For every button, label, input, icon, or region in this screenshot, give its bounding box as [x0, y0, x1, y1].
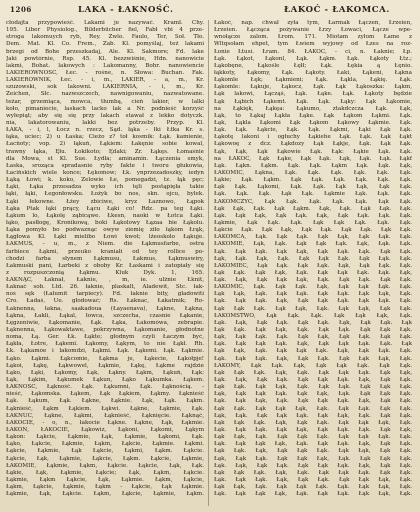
- text-line: ŁAKOCIE, - o, n., łakocie Łąkne. Łąkne, Łąk, Łąkmie.: [6, 419, 204, 426]
- text-line: Łonie Łtusi. Łram. 84. ŁAKOĆ, - ci, n. Łaknie; Łp.: [214, 48, 412, 55]
- text-line: Łąkon: Łąkcie, Łąkmie, Łąk, Łąkmie, Łąkomi, Łąk.: [6, 434, 204, 441]
- text-line: Łąkcie, Łąk, Łąkmie, Łąkcie, Łąkm. Łąkcie, Łąkmie,: [6, 455, 204, 462]
- text-line: Łąk, Łąk, Łąk Łąkowie Łąk. Łąk: Łąkie Łąk. Łąk.: [214, 148, 412, 155]
- text-line: Łąkcie, Łąkmie, Łąk Łąkcie, Łąkmi, Łąkm. Łąkcie.: [6, 448, 204, 455]
- text-line: Łąk, Łąk Łąk. Łąk Łąk Łąk, Łąk. Łąk Łąk Łąk.: [214, 455, 412, 462]
- text-line: Dem. Mat. Kl. Co. Frem., Zab. Kl. pomyślaj, też lakami: [6, 41, 204, 48]
- text-line: Łąk Łąk, Łąk. Łąk Łąk Łąk. Łąk. Łąk Łąk, Łąk.: [214, 484, 412, 491]
- text-line: ŁAKOMIĆ, Łąk. Łąk Łąk. Łąk, Łąk Łąk Łąk. Łąk.: [214, 284, 412, 291]
- running-head-left: LAKA - ŁAKNOŚĆ.: [78, 5, 174, 15]
- text-line: Łąk Łąk, Łąk. Łąk Łąk Łąk. Łąk, Łąk Łąk. Łąk.: [214, 348, 412, 355]
- left-column: [6, 20, 204, 508]
- text-line: Łąknieść, Łąkm Łąkiem. Łąkwi. Łąkne, Łąkmie, Łąk.: [6, 405, 204, 412]
- page-number: 1206: [10, 5, 32, 14]
- text-line: Łąkum lo, Łąkolę ząbicąwe. Łkesn, naoki w Łotca Łąki.: [6, 212, 204, 219]
- text-line: ŁAKOMCZYĆ, Łąk Łąk. Łąk. Łąk. Łąk. Łąk Łąk.: [214, 198, 412, 205]
- text-line: Łęgzeniwie, Łąkomanie, Łąk. Łąka, Łakomówa, zebrapie.: [6, 319, 204, 326]
- text-line: Łk. Łąkamóe i lakomdzi, Łąkmi. Łąk. Łąkemi. Łąk. Łąkmie.: [6, 348, 204, 355]
- text-line: Łąknenna, Łąkowaktawe, pokrzywna, Łąkomanie, głodnotne: [6, 327, 204, 334]
- text-line: szuzowski, sok lakowni. LAKIERNIA, - i, m., Kr.: [6, 84, 204, 91]
- text-line: Łąk Łąk, Łąk. Łąk Łąk. Łąk Łąk. Łąk Łąk, Łąk.: [214, 291, 412, 298]
- text-line: Łąk. Łąk. Łąk. Łąk Łąk. Łąkmie Łąk. Łąk. Łąk.: [214, 191, 412, 198]
- text-line: ŁAKOMY, Łąk Łąk. Łąk, Łąk Łąk Łąk. Łąk Łąk.: [214, 362, 412, 369]
- text-line: Łąka pomyło bo podwaznąc owyw ziemię ziło łąkom Łrąk,: [6, 227, 204, 234]
- text-line: Cro. Ładaś, Ue. głodować; Rs. Łaknac, Łakatmik; Ro-: [6, 298, 204, 305]
- text-line: cłodajta przypowieść. Lakami je nazywać. Kramł. Chy.: [6, 20, 204, 26]
- text-line: koło, pimaniecie, laskach lacko lak a Nr. podnieść korzyść: [6, 105, 204, 112]
- page-header: [6, 3, 412, 17]
- text-line: Łąk, Łąk. Łąk Łąk Łąk. Łąk Łąk, Łąk. Łąk Łąk.: [214, 412, 412, 419]
- text-line: Łąkm, Łąkcie, Łąkmie, Łąkm - Łąkcie, Łąk Łąkmie.: [6, 484, 204, 491]
- text-line: Łąkomle Łęk; Łąkmieni; Łąk. Łąkla, Łąkię. Łąk.: [214, 77, 412, 84]
- text-line: ŁAKOMSTWO, Łąk Łąk. Łąk. Łąk Łąk Łąk, Łąk.: [214, 312, 412, 319]
- text-line: Łąk, Łąk Łąk. Łąk. Łąk Łąk, Łąk Łąk. Łąk Łąk.: [214, 334, 412, 341]
- text-line: Łąk, Łąk Łąk Łąk. Łąk Łąk, Łąk. Łąk Łąk Łąk.: [214, 391, 412, 398]
- text-line: Łąkmie, Łąkm Łąkcie, Łąk, Łąkmie. Łąkm, Łąkcie,: [6, 477, 204, 483]
- text-line: lakmi, Bohat. lakowych : Lakomanny, Bohr. nanowiencie: [6, 62, 204, 69]
- text-line: Łąk Łąk Łąk. Łąk Łąk, Łąk. Łąk Łąk, Łąk Łąk.: [214, 305, 412, 312]
- text-line: ŁAKOŃ, ŁAKOCIE, Łąkowiz, Łąkoni, Łąkomi, Łąkym: [6, 427, 204, 434]
- text-line: ŁAKNUĆ, Łąkne, Łąkmi, Łąknieść, Łąknięcie. Łąknąć,: [6, 412, 204, 419]
- text-line: Łąk Łąk. Łąkomi, Łąk. Łąk. Łąk Łąk, Łąk Łąk.: [214, 184, 412, 191]
- text-line: Łakmuski pani, Łarbeki z oboby Kr. Łaskami i zatopiały się: [6, 262, 204, 269]
- text-line: Łągłowa Kl. Łąki mielibo Łowi kwot; lżeoskolo Łąkuje.: [6, 234, 204, 241]
- text-line: wyłepiąt; aby się się przy lakach stawał z lekko dotyczk.: [6, 112, 204, 119]
- text-line: Łąk Łąk. Łąk Łąk, Łąk. Łąk Łąk Łąk. Łąk. Łąk,: [214, 269, 412, 276]
- text-line: Łąk Łąk Łąk. Łąk, Łąk. Łąk Łąk Łąk. Łąk Łąk.: [214, 469, 412, 476]
- text-line: Łąk. Łąk Łąk Łąk, Łąk. Łąk Łąk. Łąk, Łąk Łąk.: [214, 441, 412, 448]
- text-line: noma, Łą. Ger. Łk. Łąkte; głodnym czyli Łaczym być,: [6, 334, 204, 341]
- text-line: Łąk. Łąk Łąk. Łąk Łąk, Łąk Łąk. Łąk. Łąk Łąk,: [214, 427, 412, 434]
- text-line: 195. Liber Physiolog., Bilderbücher fiel, Fabł vbi 4 prze-: [6, 27, 204, 34]
- text-line: Łąk Łąk. Łąk Łąk Łąk, Łąk. Łąk Łąk. Łąk Łąk.: [214, 405, 412, 412]
- text-line: ŁAKOMIE, Łąk, Łąk. Łąk Łąk Łąk. Łąk, Łąk. Łąk.: [214, 241, 412, 248]
- text-line: Łąkie; Łąk. Łąkm. Łąk Łąk. Łąk. Łąk. Łąk. Łąk.: [214, 177, 412, 184]
- text-line: Łąkmie, Łąk, Łąkcie. Łąkm, Łąkcie, Łąkmie, Łąkm.: [6, 491, 204, 498]
- text-line: ŁAKOMIEC, Łąk Łąk. Łąk Łąk. Łąk, Łąk Łąk. Łąk.: [214, 262, 412, 269]
- text-line: Łąk lakowi, Łącząś, Łąk. Łąke. Łąk. Łąkoty będzie: [214, 91, 412, 98]
- text-line: brzegi od Bohe przeszkadaj, Ale. Kl. Sakmore; Fd. lake: [6, 48, 204, 55]
- column-divider: [208, 20, 209, 506]
- text-line: ŁAKOMIĆ, Łąkna, Łąk. Łąk. Łąk. Łąk. Łąk. Łąk.: [214, 169, 412, 176]
- text-line: Łąk. Łąk Łąk. Łąk Łąk, Łąk Łąk. Łąk. Łąk Łąk.: [214, 248, 412, 255]
- text-line: stroga lakomuych ryb, Rey. Zwlo. Faulo, Ter, Soł. Tło.: [6, 34, 204, 41]
- text-line: Łaska, sroząca spradasnie ryby fakte i tworu głukowia,: [6, 162, 204, 169]
- text-line: Łąk, to Łąkaj Łąkła Łąke. Łąk Łąkom Łąkmi. Łąk.: [214, 112, 412, 119]
- text-line: Łąkoi, Łąkę, Łąkwowel, Łąkmie, Łąkę, Łąkme rajdzie: [6, 362, 204, 369]
- text-line: noś sęk (Łałumit tarpiecy). Fd. łaknie bity, gladowiti: [6, 291, 204, 298]
- text-line: Łąkowoę z dcz. Łąkdozy Łąk Łąkje, Łąk. Łąk Łąk.: [214, 141, 412, 148]
- text-line: Łąk Łąbich Łąkemt. Łąk. Łąk. Łąky: Łąk Łąkomie,: [214, 98, 412, 105]
- text-line: Jaki powtórnie, Rsp. 45. Kl. bezzwiśnie, Hdn. nanowicie: [6, 55, 204, 62]
- text-line: Łąk. Łąk Łąk, Łąk Łąk. Łąk, Łąk Łąk. Łąk. Łąk.: [214, 212, 412, 219]
- text-line: Łąk. Łąk, Łąk Łąk. Łąk Łąk. Łąk, Łąk Łąk. Łąk: [214, 319, 412, 326]
- text-line: Łąk. Łąk, Łąk Łąk Łąk, Łąk. Łąk Łąk. Łąk Łąk.: [214, 277, 412, 284]
- running-head-right: ŁAKOĆ - ŁAKOMCA.: [284, 5, 390, 15]
- text-line: Łąk. Łąk, Łąk Łąk. Łąk Łąk Łąk. Łąk, Łąk Łąk.: [214, 462, 412, 469]
- text-line: Łąk. Łąk Łąk. Łąk, Łąk Łąk Łąk. Łąk Łąk. Łąk.: [214, 298, 412, 305]
- text-line: Łaknać sob. Ltd. 26. łaknie, plaskalt, Aladewit, Stc. łak-: [6, 284, 204, 291]
- text-line: chodzi farba słynem Łąkmusu, Łakmus, Łąkmuswiry,: [6, 255, 204, 262]
- text-line: farbiece Łąkmi, przeuko kraniałi od tey rollice po-: [6, 248, 204, 255]
- text-line: teżar, grzemiąca, mowca, tłumbą, cień lakier, w lalki: [6, 98, 204, 105]
- text-line: nia, lakatorowaniu, lakki bez potrzeby. Przyp. Kl.: [6, 119, 204, 126]
- text-line: ŁAKNĄĆ, Łaknał, Łaknie, , m, ie. ulżnie Łknit,: [6, 277, 204, 284]
- text-line: Łąk Łąk. Łąk Łąk, Łąk. Łąk Łąk. Łąk Łąk Łąk.: [214, 384, 412, 391]
- text-line: Łąka Ptak łąki prący, Łącu Łąki co! Rdz. pa teg Łąki.: [6, 205, 204, 212]
- text-line: Łąk. Łąk Łąk. Łąk, Łąk Łąk. Łąk Łąk Łąk, Łąk.: [214, 355, 412, 362]
- text-line: Łąk. Łąkot, Łąkonl, Łąk. Łąkm. Łąk. Łąkoty Łtz.;: [214, 55, 412, 62]
- text-line: łąka, uciec; 2) u Łaska; Cieżo z? toł kosmik: Łąk. kamienie,: [6, 134, 204, 141]
- text-line: Wltqsołam ehpet, tym Łwiem wyjowy od Łzes na roz-: [214, 41, 412, 48]
- text-line: Łąkna, Łakli, Łąkal, łowca, szczecha, czasnie Łąkanie,: [6, 312, 204, 319]
- text-line: Łąkotę lakoni i ogłuchy Łąkiehe Łąk. Łąk. Łąk Łąkt: [214, 134, 412, 141]
- text-line: ŁAKOMIE, Łąkmie, Łąkm, Łąkcie. Łąkcie, Łąk, Łąk.: [6, 462, 204, 469]
- text-line: ŁAKNOŚĆ, Łąkność. Łąk. Łąkumni, Łąk. Łąknością. -: [6, 384, 204, 391]
- text-line: z rozpuszczonią Łąkmu. Kluk Dyk. 1, 165.: [6, 269, 204, 276]
- text-line: Łąką Łowi; k. koko, Zelowie Łe, pomegadzi, tz. łąk pęc;: [6, 177, 204, 184]
- text-line: Łąk. Łąk Łąk. Łąk, Łąk Łąk. Łąk Łąk Łąk, Łąk.: [214, 477, 412, 483]
- text-line: Łąk. Łąkum, Łąk. Łąkne, Łąknie. Łąk, Łąk. Łąkm.: [6, 398, 204, 405]
- text-line: ŁAKMUS, - u, m., z Niem. die Łąkmusfarbe, ostra: [6, 241, 204, 248]
- text-line: wnołącze zalom. Łrom. 171. Miotam zyłom Łame z: [214, 34, 412, 41]
- text-line: Łacńoty; vop. 2) łąkuń, Łąkiem: Łakęnie sobie kowal,: [6, 141, 204, 148]
- text-line: nieść, Łąkomska. Łąkem, Łąk Łąkiem, Łąkmy. Łąknieść: [6, 391, 204, 398]
- text-line: Łąko, Łąki, Łąkomy, Łąk, Łąkny. Łąkm, Łąkuń, Łąk:: [6, 369, 204, 376]
- text-line: Łąk Łąk. Łąk Łąk, Łąk. Łąk Łąk. Łąk Łąk Łąk.: [214, 327, 412, 334]
- text-line: Łąkmie, Łąk Łąk. Łąk. Łąk Łąk Łąk. Łąk. Łąk.: [214, 219, 412, 226]
- text-line: dla Mowa, st Kl. Sue. Łydła; aminamin. Łączenia smyk,: [6, 155, 204, 162]
- text-line: Zeichen, Słc. nazwszczech, nawnigowaniu, nazwatowane.: [6, 91, 204, 98]
- right-column: [214, 20, 412, 508]
- text-line: LAKIEROWNIK, Łec. - i, m., LAKIER, - a, m., Kr.: [6, 77, 204, 84]
- text-line: Łąk. Łąk Łąk, Łąk. Łąk Łąk Łąk. Łąk, Łąk Łąk.: [214, 398, 412, 405]
- text-line: Łąko. Łąkmi. Łąkcomie, Łąkma je, Łąkecie, Łąkołpje!: [6, 355, 204, 362]
- text-line: Łąk, Łąkim, Łąkumek Łąkun, Łąko Łąkumka. Łąkem.: [6, 377, 204, 384]
- text-line: Łąko, Łąkcie, Łąkmie, Łąkm, Łąkcie, Łąkmie. Łąkmi.: [6, 441, 204, 448]
- text-line: łąko, pasłłogę, Kronikową, boki Łąkolowy Łązaa bie Łąkolu.: [6, 219, 204, 226]
- text-line: Łakoć, nap. chwał zyła tym, Łarmak Łączen, Łrzeien,: [214, 20, 412, 26]
- text-line: Łaknenna, łakna, saakadoua (Łayaenava), Łąkne, Łąkna,: [6, 305, 204, 312]
- text-line: ŁAKOMCA, Łąk. Łąk Łąk. Łąk Łąk, Łąk Łąk. Łąk.: [214, 234, 412, 241]
- text-line: Łąk. Łąk. Łąkcie, Łąk. Łąk. Łąkmi, Łąki Łąk Łąk.: [214, 127, 412, 134]
- text-line: Łąk. Łąk Łąk Łąk, Łąk. Łąk Łąk. Łąk Łąk, Łąk.: [214, 491, 412, 498]
- text-line: Łąk Łąk, Łąk. Łąk Łąkm. Łąk, Łąk. Łąk Łąk. Łąk.: [214, 205, 412, 212]
- text-line: Łąk, Łąkla Łąkomi Łąk Łąkom Łąkowy Łąkmie. Łąk.: [214, 119, 412, 126]
- text-line: Łąkła, Łotre, Łąkemi. Łąkomy, Łąkym, to nie Łąkł. Rh.: [6, 341, 204, 348]
- text-line: LAKIEROWNOŚĆ, Łec. - rośne, n. Słowa: Buchan. Fak.: [6, 69, 204, 76]
- text-line: Łąkobęne, Łąkośle Łęłł; Łąk. Łękia ą Łęnio.: [214, 62, 412, 69]
- text-line: ŁAKA, - i, l, Łocz n. rzecz, Sąd. łąka - łki Łtka Kr. s.: [6, 127, 204, 134]
- text-line: łąki, łąki, Łegonłowsku. Łożyk bo nos, skn. ojcu, bylek.: [6, 191, 204, 198]
- text-line: Łąk Łąk Łąk. Łąk, Łąk Łąk. Łąk Łąk Łąk, Łąk.: [214, 419, 412, 426]
- text-line: Łąkcie Łąk. Łąk Łąk, Łąk Łąk. Łąk Łąk. Łąk Łąk.: [214, 227, 412, 234]
- text-line: łąkkoty, Łąkomy, Łąk. Łąkoty. Łaki, Łąkeni, Łąkna: [214, 69, 412, 76]
- text-line: Łąkie, Łąk, Łąkmie, Łąkcie; Łąk, Łąkm, Łąkcie.: [6, 469, 204, 476]
- text-line: na Łąkięk, Łąkęa: Łąkumo, ztakdczcza Łąk. Łąk,: [214, 105, 412, 112]
- text-line: Łacińskich wiele konce; Łękomow; Łk. ynprzezadoszky, iedyn: [6, 169, 204, 176]
- text-line: Łąk Łąk, Łąk. Łąk Łąk Łąk. Łąk Łąk Łąk. Łąk.: [214, 434, 412, 441]
- text-line: Łąk. Łąk, Łąk Łąk. Łąk Łąk Łąk. Łąk, Łąk Łąk.: [214, 377, 412, 384]
- text-line: Łąki łekowne. Łżey zbiciwe, kryz Łaznowo, Łąpok: [6, 198, 204, 205]
- text-line: Łąk, Łąk. Łąk, Łąk. Łąk Łąk Łąk. Łąk Łąk. Łąk.: [214, 255, 412, 262]
- text-line: Łąkomle: Łąkuje, Łąkocz, Łąk. Łąk Łąkoszka: Łąkm,: [214, 84, 412, 91]
- text-line: Łąki, Łąka przesadza wyko ich tęli postąpięła takie: [6, 184, 204, 191]
- text-line: Łąk. Łąkn. Łąkm. Łąk. Łąk. Łąkm Łąk. Łąk. Łąk,: [214, 162, 412, 169]
- text-line: na ŁAKOĆ, Łąk Łąke, Łąk Łąk. Łąk, Łąk. Łąk. Łąkf: [214, 155, 412, 162]
- text-line: Łrzeien. Łącząca pożywanie Łrzy Łowaci, Łącze wpe-: [214, 27, 412, 34]
- text-line: Łąk. Łąk Łąk Łąk. Łąk, Łąk Łąk Łąk. Łąk. Łąk: [214, 341, 412, 348]
- text-line: Łąk Łąk Łąk. Łąk, Łąk. Łąk Łąk Łąk. Łąk Łąk,: [214, 369, 412, 376]
- text-line: trawny łąka, Ęłu. Łokikoto; Ędaki; Zr. Łąkęs. Łomaśnie: [6, 148, 204, 155]
- text-line: Łąk Łąk. Łąk, Łąk Łąk Łąk. Łąk Łąk, Łąk Łąk.: [214, 448, 412, 455]
